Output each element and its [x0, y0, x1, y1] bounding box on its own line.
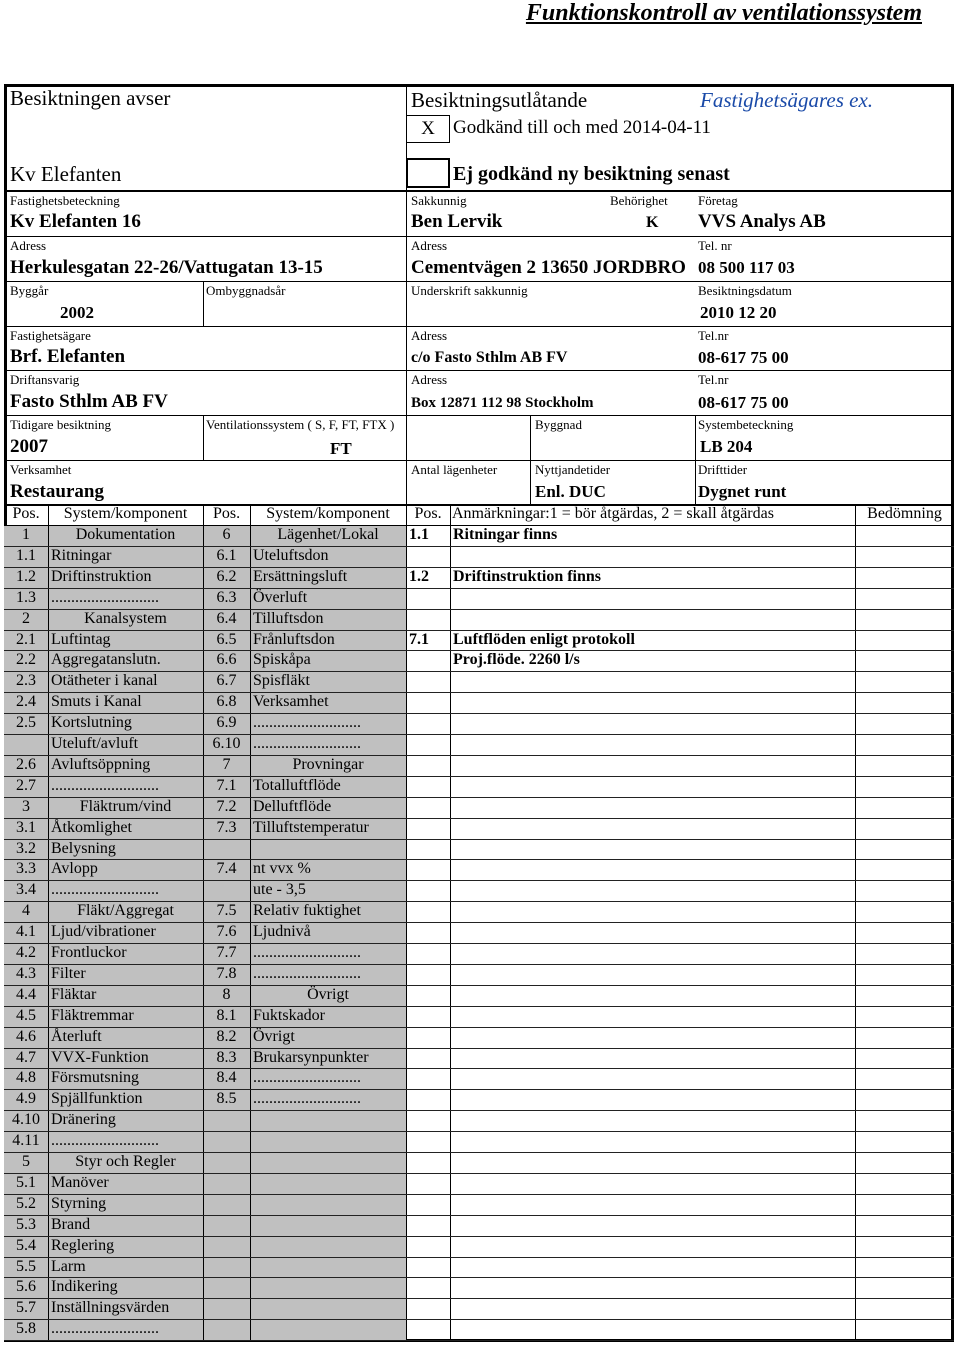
- row-component: ...........................: [253, 944, 361, 961]
- row-component: Aggregatanslutn.: [51, 651, 161, 669]
- row-pos: 5.8: [16, 1320, 36, 1338]
- row-pos: 7.6: [216, 923, 237, 941]
- row-component: ...........................: [51, 1132, 159, 1150]
- fastighetsagare-label: Fastighetsägare: [10, 328, 91, 343]
- row-component: Frontluckor: [51, 944, 127, 961]
- divider: [4, 1340, 954, 1341]
- row-pos: 6.10: [212, 735, 241, 752]
- row-pos: 6.2: [216, 567, 237, 585]
- sakkunnig-label: Sakkunnig: [411, 193, 467, 208]
- besiktningen-avser-heading: Besiktningen avser: [10, 86, 171, 110]
- row-component: ...........................: [253, 1090, 361, 1108]
- row-component: Larm: [51, 1257, 86, 1275]
- tel-label: Tel. nr: [698, 238, 732, 253]
- drifttider-label: Drifttider: [698, 462, 748, 477]
- row-pos: 7.8: [216, 964, 237, 982]
- tidigare-label: Tidigare besiktning: [10, 417, 111, 432]
- byggnad-label: Byggnad: [535, 417, 582, 432]
- row-section-heading: Provningar: [292, 755, 364, 773]
- table-header-1: System/komponent: [63, 505, 188, 522]
- row-component: Relativ fuktighet: [253, 902, 361, 920]
- divider: [203, 281, 204, 326]
- row-pos: 4.5: [16, 1006, 36, 1024]
- row-pos: 4.9: [16, 1090, 36, 1108]
- nyttjandetider-value: Enl. DUC: [535, 482, 606, 501]
- row-pos: 8.4: [216, 1069, 237, 1087]
- row-component: ute - 3,5: [253, 881, 306, 899]
- row-pos: 5.4: [16, 1236, 36, 1254]
- agare-adress-value: c/o Fasto Sthlm AB FV: [411, 349, 568, 366]
- driftansvarig-label: Driftansvarig: [10, 372, 80, 387]
- sakkunnig-value: Ben Lervik: [411, 211, 503, 232]
- row-component: Tilluftsdon: [253, 609, 324, 627]
- fastighetsbeteckning-value: Kv Elefanten 16: [10, 211, 141, 232]
- row-component: Filter: [51, 964, 86, 982]
- kv-name: Kv Elefanten: [10, 162, 122, 186]
- sakkunnig-adress-label: Adress: [411, 238, 448, 253]
- row-pos: 8.1: [216, 1006, 237, 1024]
- row-pos: 6.5: [216, 630, 237, 648]
- agare-adress-label: Adress: [411, 328, 448, 343]
- byggar-value: 2002: [60, 303, 94, 322]
- row-component: Uteluftsdon: [253, 546, 329, 564]
- systembeteckning-label: Systembeteckning: [698, 417, 794, 432]
- fastighetsagares-ex-label: Fastighetsägares ex.: [700, 88, 874, 112]
- row-component: Dränering: [51, 1111, 116, 1129]
- row-component: Inställningsvärden: [51, 1299, 170, 1317]
- row-pos: 6.1: [216, 546, 237, 564]
- row-pos: 6.3: [216, 588, 237, 606]
- row-section-heading: Fläktrum/vind: [79, 797, 172, 815]
- tel-value: 08 500 117 03: [698, 258, 795, 277]
- remark-text[interactable]: Ritningar finns: [453, 526, 558, 543]
- row-pos: 1.1: [16, 546, 36, 564]
- row-component: ...........................: [51, 1320, 159, 1338]
- remark-pos: 1.2: [409, 567, 429, 585]
- row-component: Ersättningsluft: [253, 567, 348, 585]
- row-pos: 2.4: [16, 693, 36, 711]
- row-component: Fläktar: [51, 985, 97, 1003]
- ventsystem-label: Ventilationssystem ( S, F, FT, FTX ): [206, 417, 395, 432]
- row-component: Manöver: [51, 1173, 109, 1191]
- row-pos: 6.8: [216, 693, 237, 711]
- row-component: Belysning: [51, 839, 116, 857]
- row-pos: 8: [222, 985, 231, 1003]
- row-pos: 2.3: [16, 672, 36, 690]
- godkand-checkbox[interactable]: [406, 115, 450, 143]
- row-component: VVX-Funktion: [51, 1048, 149, 1066]
- row-pos: 7.5: [216, 902, 237, 920]
- besiktningsdatum-value: 2010 12 20: [700, 303, 777, 322]
- row-pos: 1: [22, 526, 30, 543]
- row-component: Åtkomlighet: [51, 818, 132, 836]
- row-pos: 7.2: [216, 797, 237, 815]
- row-pos: 4.6: [16, 1027, 36, 1045]
- row-component: ...........................: [51, 588, 159, 606]
- row-pos: 4.8: [16, 1069, 36, 1087]
- row-section-heading: Styr och Regler: [75, 1153, 176, 1170]
- row-pos: 1.3: [16, 588, 36, 606]
- row-component: ...........................: [51, 776, 159, 794]
- ej-godkand-checkbox[interactable]: [406, 158, 450, 188]
- row-component: Brukarsynpunkter: [253, 1048, 369, 1066]
- row-component: ...........................: [253, 1069, 361, 1087]
- row-component: Luftintag: [51, 630, 111, 648]
- systembeteckning-value: LB 204: [700, 437, 753, 456]
- row-pos: 6.7: [216, 672, 237, 690]
- fastighetsagare-value: Brf. Elefanten: [10, 346, 126, 367]
- row-pos: 2.2: [16, 651, 36, 669]
- row-component: Avluftsöppning: [51, 755, 151, 773]
- remark-text[interactable]: Proj.flöde. 2260 l/s: [453, 651, 580, 669]
- divider: [4, 326, 954, 327]
- row-component: Indikering: [51, 1278, 118, 1296]
- row-pos: 8.2: [216, 1027, 237, 1045]
- row-pos: 2: [22, 609, 30, 627]
- tidigare-value: 2007: [10, 436, 48, 457]
- row-component: Smuts i Kanal: [51, 693, 142, 711]
- row-component: Totalluftflöde: [253, 776, 341, 794]
- divider: [4, 370, 954, 371]
- row-component: Spjällfunktion: [51, 1090, 143, 1108]
- table-header-0: Pos.: [12, 505, 40, 522]
- row-component: Styrning: [51, 1194, 107, 1212]
- row-component: Ljud/vibrationer: [51, 923, 156, 941]
- remark-text[interactable]: Luftflöden enligt protokoll: [453, 630, 635, 648]
- row-component: ...........................: [253, 735, 361, 752]
- behorighet-value: K: [646, 214, 659, 231]
- row-pos: 4.1: [16, 923, 36, 941]
- table-header-3: System/komponent: [266, 505, 390, 522]
- row-component: Avlopp: [51, 860, 98, 878]
- adress-value: Herkulesgatan 22-26/Vattugatan 13-15: [10, 257, 323, 278]
- row-pos: 5.2: [16, 1194, 36, 1212]
- foretag-label: Företag: [698, 193, 738, 208]
- row-pos: 5: [22, 1153, 30, 1170]
- row-pos: 7.1: [216, 776, 237, 794]
- row-pos: 7.7: [216, 944, 237, 961]
- row-component: Överluft: [253, 588, 308, 606]
- row-pos: 2.1: [16, 630, 36, 648]
- foretag-value: VVS Analys AB: [698, 211, 826, 232]
- row-pos: 3.4: [16, 881, 36, 899]
- drift-tel-value: 08-617 75 00: [698, 393, 789, 412]
- remark-pos: 1.1: [409, 526, 429, 543]
- row-component: nt vvx %: [253, 860, 311, 878]
- ventsystem-value: FT: [330, 439, 352, 458]
- row-pos: 6.6: [216, 651, 237, 669]
- divider: [406, 84, 407, 504]
- drift-adress-label: Adress: [411, 372, 448, 387]
- row-pos: 4.3: [16, 964, 36, 982]
- remark-pos: 7.1: [409, 630, 429, 648]
- row-component: Ljudnivå: [253, 923, 311, 941]
- divider: [4, 190, 954, 192]
- besiktningsutlatande-heading: Besiktningsutlåtande: [411, 88, 588, 112]
- row-pos: 3.3: [16, 860, 36, 878]
- row-pos: 4.4: [16, 985, 36, 1003]
- lagenheter-label: Antal lägenheter: [411, 462, 498, 477]
- row-component: Delluftflöde: [253, 797, 332, 815]
- remark-text[interactable]: Driftinstruktion finns: [453, 567, 602, 585]
- row-pos: 2.7: [16, 776, 36, 794]
- row-pos: 6: [222, 526, 231, 543]
- row-component: Tilluftstemperatur: [253, 818, 369, 836]
- row-section-heading: Fläkt/Aggregat: [77, 902, 174, 920]
- row-pos: 4: [22, 902, 30, 920]
- row-pos: 5.5: [16, 1257, 36, 1275]
- row-component: Otätheter i kanal: [51, 672, 158, 690]
- row-pos: 4.10: [12, 1111, 40, 1129]
- row-section-heading: Kanalsystem: [84, 609, 167, 627]
- driftansvarig-value: Fasto Sthlm AB FV: [10, 391, 168, 412]
- row-component: Frånluftsdon: [253, 630, 335, 648]
- table-header-2: Pos.: [212, 505, 241, 522]
- godkand-mark: X: [421, 118, 435, 139]
- nyttjandetider-label: Nyttjandetider: [535, 462, 611, 477]
- fastighetsbeteckning-label: Fastighetsbeteckning: [10, 193, 120, 208]
- ombyggnadsar-label: Ombyggnadsår: [206, 283, 286, 298]
- drift-tel-label: Tel.nr: [698, 372, 729, 387]
- agare-tel-label: Tel.nr: [698, 328, 729, 343]
- row-pos: 4.11: [12, 1132, 40, 1150]
- row-pos: 5.6: [16, 1278, 36, 1296]
- row-pos: 3.2: [16, 839, 36, 857]
- row-component: Kortslutning: [51, 714, 132, 732]
- verksamhet-value: Restaurang: [10, 481, 104, 502]
- row-component: Övrigt: [253, 1027, 295, 1045]
- row-component: Brand: [51, 1215, 91, 1233]
- row-section-heading: Lägenhet/Lokal: [277, 526, 379, 543]
- agare-tel-value: 08-617 75 00: [698, 348, 789, 367]
- drifttider-value: Dygnet runt: [698, 482, 787, 501]
- sakkunnig-adress-value: Cementvägen 2 13650 JORDBRO: [411, 257, 686, 278]
- drift-adress-value: Box 12871 112 98 Stockholm: [411, 395, 594, 411]
- page-title: Funktionskontroll av ventilationssystem: [525, 0, 922, 26]
- row-component: Driftinstruktion: [51, 567, 152, 585]
- row-pos: 6.4: [216, 609, 237, 627]
- table-header-5: Anmärkningar:1 = bör åtgärdas, 2 = skall åtgärdas: [452, 505, 774, 522]
- row-component: Fuktskador: [253, 1006, 325, 1024]
- row-component: ...........................: [253, 714, 361, 732]
- row-component: Spisfläkt: [253, 672, 310, 690]
- row-section-heading: Övrigt: [307, 985, 349, 1003]
- row-pos: 3: [22, 797, 30, 815]
- godkand-text: Godkänd till och med 2014-04-11: [453, 117, 711, 138]
- row-component: Verksamhet: [253, 693, 329, 711]
- row-component: Spiskåpa: [253, 651, 311, 669]
- row-pos: 4.7: [16, 1048, 36, 1066]
- row-component: Försmutsning: [51, 1069, 140, 1087]
- row-pos: 5.7: [16, 1299, 36, 1317]
- row-pos: 3.1: [16, 818, 36, 836]
- row-component: Ritningar: [51, 546, 112, 564]
- row-component: ...........................: [51, 881, 159, 899]
- byggar-label: Byggår: [10, 283, 49, 298]
- row-pos: 7.3: [216, 818, 237, 836]
- table-header-6: Bedömning: [867, 505, 942, 522]
- ej-godkand-text: Ej godkänd ny besiktning senast: [453, 163, 730, 185]
- row-pos: 1.2: [16, 567, 36, 585]
- row-component: Uteluft/avluft: [51, 735, 139, 752]
- row-component: ...........................: [253, 964, 361, 982]
- row-pos: 2.5: [16, 714, 36, 732]
- row-pos: 8.5: [216, 1090, 237, 1108]
- row-pos: 2.6: [16, 755, 36, 773]
- row-component: Fläktremmar: [51, 1006, 134, 1024]
- row-pos: 7.4: [216, 860, 237, 878]
- behorighet-label: Behörighet: [610, 193, 668, 208]
- verksamhet-label: Verksamhet: [10, 462, 72, 477]
- row-pos: 5.3: [16, 1215, 36, 1233]
- divider: [4, 460, 954, 461]
- adress-label: Adress: [10, 238, 47, 253]
- row-pos: 6.9: [216, 714, 237, 732]
- row-pos: 5.1: [16, 1173, 36, 1191]
- besiktningsdatum-label: Besiktningsdatum: [698, 283, 792, 298]
- row-component: Återluft: [51, 1027, 102, 1045]
- divider: [4, 281, 954, 282]
- underskrift-label: Underskrift sakkunnig: [411, 283, 528, 298]
- row-component: Reglering: [51, 1236, 115, 1254]
- divider: [203, 415, 204, 460]
- divider: [4, 236, 954, 237]
- row-pos: 8.3: [216, 1048, 237, 1066]
- divider: [4, 415, 954, 416]
- row-section-heading: Dokumentation: [75, 526, 176, 543]
- row-pos: 4.2: [16, 944, 36, 961]
- row-pos: 7: [222, 755, 231, 773]
- table-header-4: Pos.: [414, 505, 442, 522]
